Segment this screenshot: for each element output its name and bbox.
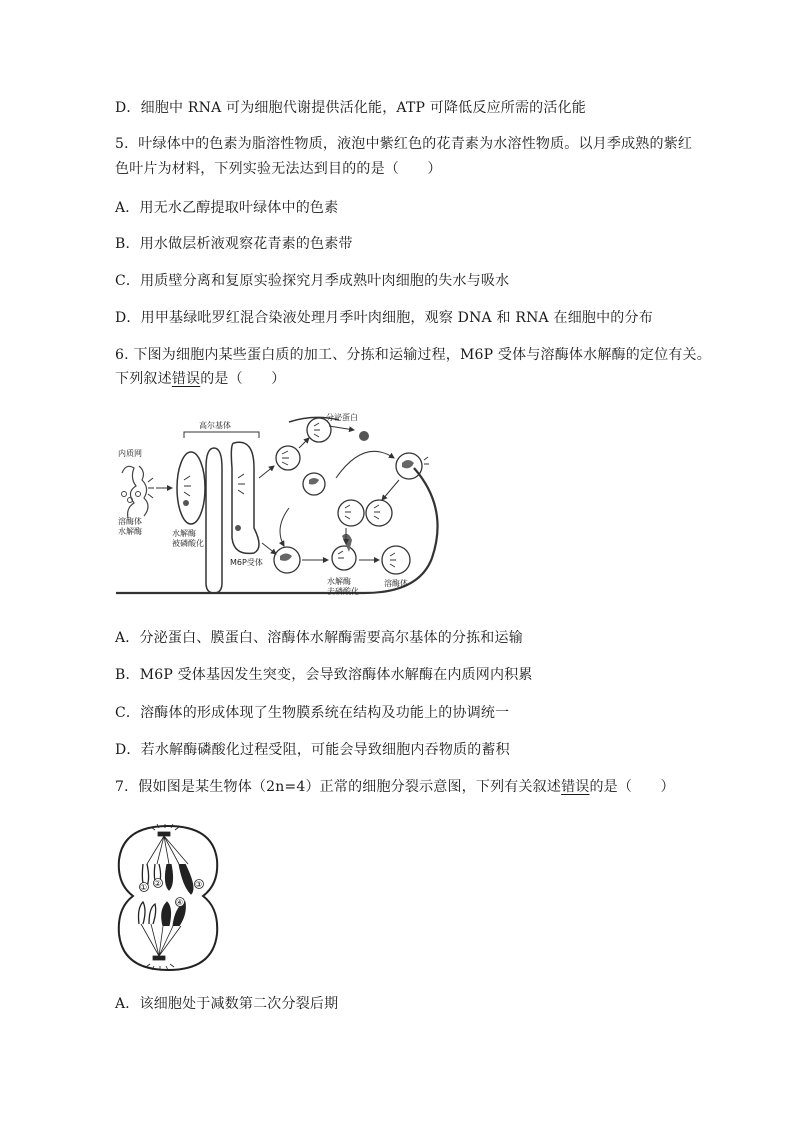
golgi-cis-2 <box>206 448 222 593</box>
spindle-bottom <box>141 924 181 970</box>
q7-option-a: A．该细胞处于减数第二次分裂后期 <box>115 996 339 1012</box>
q6-stem-line-2 <box>115 369 285 389</box>
q5-stem-line-2: 色叶片为材料，下列实验无法达到目的的是（ ） <box>115 161 442 177</box>
q5-option-a: A．用无水乙醇提取叶绿体中的色素 <box>115 200 339 216</box>
q5-option-d: D．用甲基绿吡罗红混合染液处理月季叶肉细胞，观察 DNA 和 RNA 在细胞中的分布 <box>115 310 653 326</box>
q6-option-d: D．若水解酶磷酸化过程受阻，可能会导致细胞内吞物质的蓄积 <box>115 742 510 758</box>
q5-option-c: C．用质壁分离和复原实验探究月季成熟叶肉细胞的失水与吸水 <box>115 273 510 289</box>
q7-stem <box>115 777 675 797</box>
q6-option-a: A．分泌蛋白、膜蛋白、溶酶体水解酶需要高尔基体的分拣和运输 <box>115 630 523 646</box>
q7-stem-post: 的是（ ） <box>589 779 675 795</box>
q6-stem-post: 的是（ ） <box>200 371 286 387</box>
label-secreted: 分泌蛋白 <box>326 413 358 422</box>
label-golgi: 高尔基体 <box>199 421 231 430</box>
vesicle-3 <box>338 500 364 526</box>
label-phos-1: 水解酶 <box>172 529 196 538</box>
golgi-cis-3 <box>231 442 259 553</box>
spindle-top <box>147 824 188 864</box>
q4-option-d: D．细胞中 RNA 可为细胞代谢提供活化能，ATP 可降低反应所需的活化能 <box>115 100 586 116</box>
q7-stem-pre: 7．假如图是某生物体（2n=4）正常的细胞分裂示意图，下列有关叙述 <box>115 779 562 795</box>
q7-stem-emphasis: 错误 <box>561 779 590 795</box>
q5-stem-line-1: 5．叶绿体中的色素为脂溶性物质，液泡中紫红色的花青素为水溶性物质。以月季成熟的紫红 <box>115 136 693 152</box>
label-2: ② <box>154 879 162 888</box>
label-lysosome: 溶酶体 <box>384 579 408 588</box>
label-dephos-1: 水解酶 <box>327 577 351 586</box>
cell-division-figure <box>113 822 223 974</box>
label-4: ④ <box>176 898 184 907</box>
cell-outline <box>119 826 217 970</box>
vesicle-4 <box>366 500 392 526</box>
chromosomes-top <box>142 864 193 894</box>
label-m6p: M6P受体 <box>230 558 263 567</box>
golgi-bracket <box>184 432 259 438</box>
label-1: ① <box>140 883 148 892</box>
label-phos-2: 被磷酸化 <box>172 539 204 548</box>
q6-stem-emphasis: 错误 <box>171 371 201 387</box>
label-dephos-2: 去磷酸化 <box>327 587 359 596</box>
vesicle-receptor <box>359 431 369 441</box>
label-er: 内质网 <box>118 449 142 458</box>
cell-membrane <box>116 468 438 593</box>
protein-sorting-figure <box>114 408 464 604</box>
label-lyso-enzyme-2: 水解酶 <box>118 527 142 536</box>
golgi-cis-1 <box>177 452 205 524</box>
q5-option-b: B．用水做层析液观察花青素的色素带 <box>115 236 353 252</box>
q6-option-c: C．溶酶体的形成体现了生物膜系统在结构及功能上的协调统一 <box>115 705 510 721</box>
er-cisternae <box>122 466 155 518</box>
label-3: ③ <box>195 880 203 889</box>
q6-stem-line-1: 6. 下图为细胞内某些蛋白质的加工、分拣和运输过程，M6P 受体与溶酶体水解酶的定位有关。 <box>115 347 711 363</box>
label-lyso-enzyme-1: 溶酶体 <box>118 517 142 526</box>
q6-option-b: B．M6P 受体基因发生突变，会导致溶酶体水解酶在内质网内积累 <box>115 667 533 683</box>
q6-stem-pre: 下列叙述 <box>115 371 172 387</box>
